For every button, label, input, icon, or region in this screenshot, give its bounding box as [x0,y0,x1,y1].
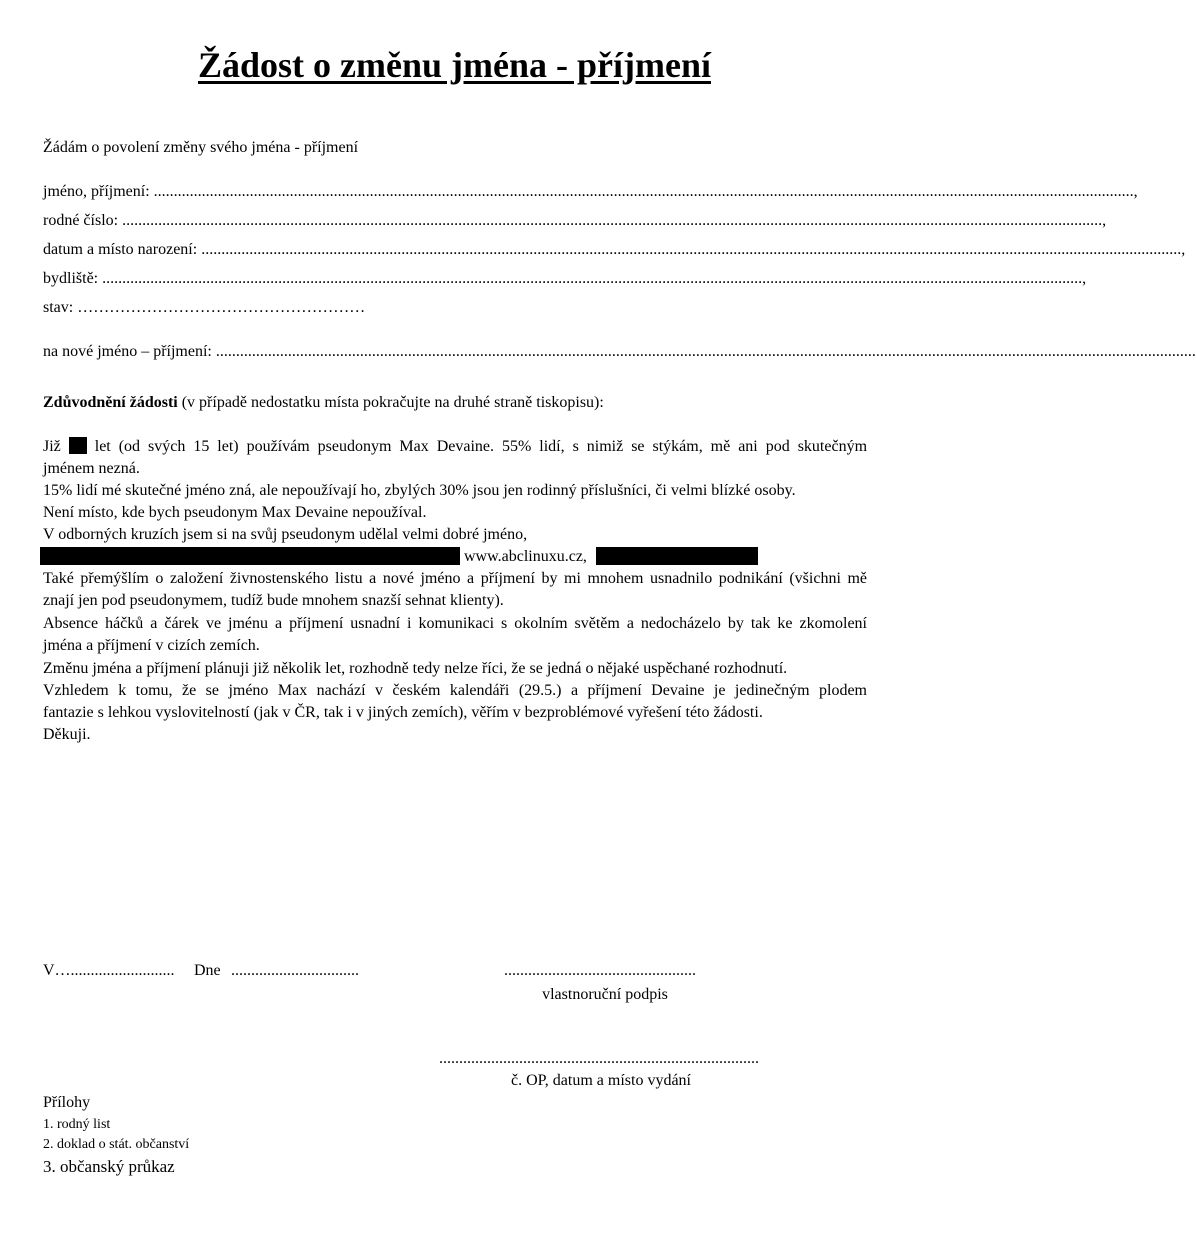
closing-thanks: Děkuji. [43,726,91,743]
fill-dots: ..................................................................................................................................................................................................................................................... [211,343,1196,360]
attachments-heading: Přílohy [43,1094,91,1111]
field-birth-date-place: datum a místo narození: ..................................................................................................................................................................................................................................................... , [43,239,867,261]
sign-place: V….......................... [43,962,175,979]
website-link-text: www.abclinuxu.cz, [464,548,587,565]
body-line: fantazie s lehkou vyslovitelností (jak v ČR, tak i v jiných zemích), věřím v bezproblémové vyřešení této žádosti. [43,704,763,721]
field-label: na nové jméno – příjmení: [43,343,212,360]
body-line: V odborných kruzích jsem si na svůj pseudonym udělal velmi dobré jméno, [43,526,528,543]
body-line: Změnu jména a příjmení plánuji již několik let, rozhodně tedy nelze říci, že se jedná o nějaké uspěchané rozhodnutí. [43,660,788,677]
body-line: Absence háčků a čárek ve jménu a příjmení usnadní i komunikaci s okolním světěm a nedocházelo by tak ke zkomolení [43,615,867,632]
field-label: datum a místo narození: [43,241,198,258]
body-line: Vzhledem k tomu, že se jméno Max nachází v českém kalendáři (29.5.) a příjmení Devaine je jedinečným plodem [43,682,867,699]
fill-dots: ..................................................................................................................................................................................................................................................... [98,270,1083,287]
fill-dots: ..................................................................................................................................................................................................................................................... [149,183,1134,200]
body-line: Není místo, kde bych pseudonym Max Devaine nepoužíval. [43,504,427,521]
intro-text: Žádám o povolení změny svého jména - příjmení [43,139,359,156]
field-new-name [43,341,1196,363]
id-card-dots: ................................................................................ [439,1050,759,1067]
attachment-item: 1. rodný list [43,1117,111,1132]
field-birth-number: rodné číslo: ..................................................................................................................................................................................................................................................... , [43,210,867,232]
reason-heading [43,392,604,414]
field-label: jméno, příjmení: [43,183,150,200]
fill-dots: ..................................................................................................................................................................................................................................................... [197,241,1182,258]
body-line: znají jen pod pseudonymem, tudíž bude mnohem snazší sehnat klienty). [43,592,504,609]
fill-dots: ……………………………………………… [77,299,366,316]
field-name: jméno, příjmení: ..................................................................................................................................................................................................................................................... , [43,181,867,203]
reason-heading-bold: Zdůvodnění žádosti [43,394,178,411]
attachment-item: 3. občanský průkaz [43,1157,175,1176]
reason-heading-note: (v případě nedostatku místa pokračujte na druhé straně tiskopisu): [177,394,604,411]
body-line: jména a příjmení v cizích zemích. [43,637,260,654]
sign-date-label: Dne [194,962,221,979]
body-line: Již let (od svých 15 let) používám pseudonym Max Devaine. 55% lidí, s nimiž se stýkám, mě ani pod skutečným [43,438,868,455]
body-line: Také přemýšlím o založení živnostenského listu a nové jméno a příjmení by mi mnohem usnadnilo podnikání (všichni mě [43,570,867,587]
redaction-box [69,437,87,454]
signature-label: vlastnoruční podpis [542,986,668,1003]
body-line: 15% lidí mé skutečné jméno zná, ale nepoužívají ho, zbylých 30% jsou jen rodinný příslušníci, či velmi blízké osoby. [43,482,796,499]
attachment-item: 2. doklad o stát. občanství [43,1137,190,1152]
fill-dots: ..................................................................................................................................................................................................................................................... [118,212,1103,229]
field-label: bydliště: [43,270,99,287]
sign-date-dots: ................................ [231,962,359,979]
id-card-label: č. OP, datum a místo vydání [511,1072,691,1089]
redaction-box [596,547,758,565]
document-title: Žádost o změnu jména - příjmení [198,45,711,85]
signature-dots: ................................................ [504,962,696,979]
field-status [43,297,365,319]
body-line: jménem nezná. [43,460,140,477]
field-label: stav: [43,299,74,316]
field-label: rodné číslo: [43,212,119,229]
field-residence: bydliště: ..................................................................................................................................................................................................................................................... , [43,268,867,290]
redaction-box [40,547,460,565]
